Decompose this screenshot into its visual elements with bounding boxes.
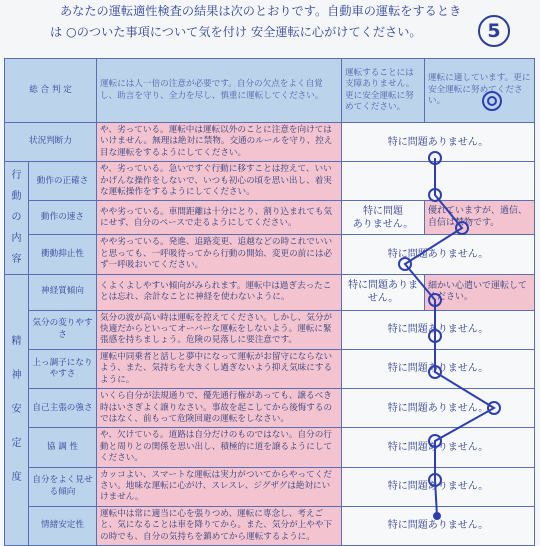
row-ok-nervous: 特に問題ありません。 <box>342 274 425 310</box>
row-ok-impulse: 特に問題ありません。 <box>342 235 535 274</box>
instruction-line-2: は ○のついた事項について気を付け 安全運転に心がけてください。 <box>50 25 422 39</box>
group-text-mental: 精神安定度 <box>11 335 22 483</box>
row-text-cooperation: や、欠けている。道路は自分だけのものではない。自分の行動と周りとの関係を思い出し、積極的に道を譲るようにしてください。 <box>97 428 342 467</box>
row-label-nervous: 神経質傾向 <box>29 274 97 310</box>
table-row <box>5 506 535 545</box>
row-text-impulse: やや劣っている。発進、追路変更、追越などの時これでいいと思っても、一呼吸待ってから行動の開始、変更の前には必ず一呼吸おいてください。 <box>97 235 342 274</box>
row-text-mood: 気分の波が高い時は運転を控えてください。しかし、気分が快適だからといってオーバーな運転をしないよう。運転に緊張感を持ちましょう。危険の見落しに要注意です。 <box>97 310 342 349</box>
row-label-showoff: 自分をよく見せる傾向 <box>29 467 97 506</box>
row-label-mood: 気分の変りやすさ <box>29 310 97 349</box>
overall-option-caution: 運転には人一倍の注意が必要です。自分の欠点をよく自覚し、助言を守り、全力を尽し、慎重に運転してください。 <box>97 59 342 123</box>
row-text-elated: 運転中同乗者と話しと夢中になって運転がお留守にならないよう、また、気持ちを大きくし過ぎないよう抑え気味にするように。 <box>97 349 342 388</box>
row-text-showoff: カッコよい、スマートな運転は実力がついてからやってください。地味な運転に心がけ、スレスレ、ジグザグは絶対にいけません。 <box>97 467 342 506</box>
table-row <box>5 389 535 428</box>
row-ok-assertive: 特に問題ありません。 <box>342 389 535 428</box>
row-label-accuracy: 動作の正確さ <box>29 162 97 201</box>
overall-row <box>5 59 535 123</box>
instruction-header <box>0 0 540 56</box>
instruction-line-1: あなたの運転適性検査の結果は次のとおりです。自動車の運転をするとき <box>60 4 462 18</box>
row-text-speed: やや劣っている。車間距離は十分にとり、割り込まれても気にせず、自分のペースで走るようにしてください。 <box>97 201 342 235</box>
row-ok-stability: 特に問題ありません。 <box>342 506 535 545</box>
table-row <box>5 467 535 506</box>
row-text-nervous: くよくよしやすい傾向がみられます。運転中は過ぎ去ったことは忘れ、余計なことに神経を使わないように。 <box>97 274 342 310</box>
table-row <box>5 123 535 162</box>
row-side-nervous: 細かい心遣いで運転してください。 <box>425 274 535 310</box>
row-ok-speed-line1: 特に問題 <box>363 205 404 217</box>
row-label-assertive: 自己主張の強さ <box>29 389 97 428</box>
row-ok-mood: 特に問題ありません。 <box>342 310 535 349</box>
row-ok-elated: 特に問題ありません。 <box>342 349 535 388</box>
overall-label: 総 合 判 定 <box>5 59 97 123</box>
row-label-impulse: 衝動抑止性 <box>29 235 97 274</box>
row-side-speed: 優れていますが、過信、自信は禁物です。 <box>425 201 535 235</box>
row-label-judgment: 状況判断力 <box>5 123 97 162</box>
row-label-cooperation: 協 調 性 <box>29 428 97 467</box>
row-label-speed: 動作の速さ <box>29 201 97 235</box>
row-ok-showoff: 特に問題ありません。 <box>342 467 535 506</box>
table-row <box>5 201 535 235</box>
overall-option-ok: 運転することには支障ありません。更に安全運転に努めてください。 <box>342 59 425 123</box>
row-text-stability: 運転中は常に適当に心を張りつめ、運転に専念し、考えごと、気になることは車を降りてから。また、気分が上やや下の時でも、自分の気持ちを鎮めてから運転するように。 <box>97 506 342 545</box>
row-text-judgment: や、劣っている。運転中は運転以外のことに注意を向けてはいけません。無理は絶対に禁物。交通のルールを守り、控え目な運転をするようにしてください。 <box>97 123 342 162</box>
table-row <box>5 162 535 201</box>
row-label-elated: 上っ調子になりやすさ <box>29 349 97 388</box>
table-row <box>5 428 535 467</box>
group-label-mental <box>5 274 29 545</box>
row-ok-accuracy <box>342 162 535 201</box>
table-row <box>5 349 535 388</box>
table-row <box>5 235 535 274</box>
row-label-stability: 情緒安定性 <box>29 506 97 545</box>
result-table <box>4 58 535 546</box>
group-text-behavior: 行動の内容 <box>11 170 22 266</box>
sheet-number-badge: 5 <box>478 15 510 47</box>
row-ok-cooperation: 特に問題ありません。 <box>342 428 535 467</box>
group-label-behavior <box>5 162 29 274</box>
overall-option-suitable: 運転に適しています。更に安全運転に努めてください。 <box>425 59 535 123</box>
table-row <box>5 274 535 310</box>
row-text-accuracy: や、劣っている。急いですぐ行動に移すことは控えて、いいかげんな操作をしないで、いつも初心の頃を思い出し、着実な運転操作をするようにしてください。 <box>97 162 342 201</box>
row-ok-speed <box>342 201 425 235</box>
row-text-assertive: いくら自分が法規通りで、優先通行権があっても、譲るべき時はいさぎよく譲りなさい。事故を起こしてから後悔するのではなく、前もって危険回避の運転をしなさい。 <box>97 389 342 428</box>
table-row <box>5 310 535 349</box>
row-ok-speed-line2: ありません。 <box>352 218 414 230</box>
row-ok-judgment: 特に問題ありません。 <box>342 123 535 162</box>
